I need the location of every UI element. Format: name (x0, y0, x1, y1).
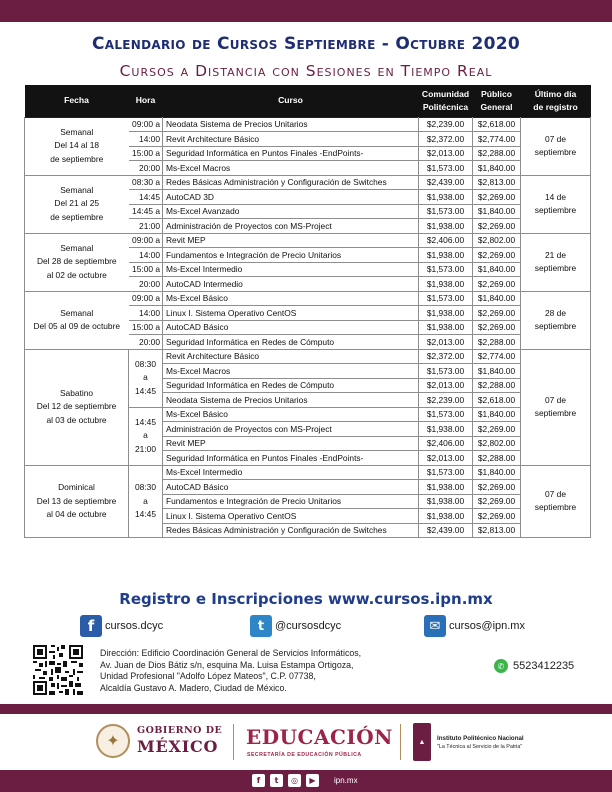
publico-price-cell: $2,269.00 (473, 219, 521, 234)
fecha-line: Semanal (60, 184, 94, 195)
comunidad-price-cell: $1,938.00 (419, 190, 473, 205)
publico-price-cell: $2,618.00 (473, 393, 521, 408)
publico-price-cell: $2,269.00 (473, 306, 521, 321)
curso-cell: Administración de Proyectos con MS-Project (163, 219, 419, 234)
comunidad-price-cell: $1,938.00 (419, 277, 473, 292)
header-publico-line1: Público (480, 88, 513, 99)
curso-cell: Linux I. Sistema Operativo CentOS (163, 509, 419, 524)
mid-color-band (0, 704, 612, 714)
fecha-line: Dominical (58, 482, 95, 492)
table-row (25, 465, 591, 480)
qr-code-icon[interactable] (33, 645, 83, 695)
registro-cell (521, 349, 591, 465)
publico-price-cell: $2,288.00 (473, 378, 521, 393)
comunidad-price-cell: $1,573.00 (419, 291, 473, 306)
footer-facebook-icon[interactable]: f (252, 774, 265, 787)
hora-cell: 14:00 (129, 248, 163, 263)
comunidad-price-cell: $2,439.00 (419, 523, 473, 538)
fecha-line: Del 14 al 18 (54, 140, 100, 151)
header-comunidad-line2: Politécnica (422, 101, 469, 112)
comunidad-price-cell: $2,013.00 (419, 146, 473, 161)
header-curso: Curso (163, 85, 419, 117)
hora-line: 14:45 a (135, 416, 156, 441)
footer-url[interactable]: ipn.mx (334, 776, 358, 785)
curso-cell: Fundamentos e Integración de Precio Unitarios (163, 494, 419, 509)
curso-cell: Linux I. Sistema Operativo CentOS (163, 306, 419, 321)
table-row (25, 291, 591, 306)
logo-divider (233, 724, 234, 760)
comunidad-price-cell: $2,406.00 (419, 233, 473, 248)
publico-price-cell: $2,269.00 (473, 248, 521, 263)
comunidad-price-cell: $1,938.00 (419, 219, 473, 234)
hora-cell: 09:00 a (129, 233, 163, 248)
curso-cell: Neodata Sistema de Precios Unitarios (163, 117, 419, 132)
facebook-link[interactable] (80, 614, 163, 638)
hora-cell: 15:00 a (129, 146, 163, 161)
hora-cell: 21:00 (129, 219, 163, 234)
group-fecha-cell (25, 233, 129, 291)
fecha-line: Sabatino (59, 387, 94, 398)
publico-price-cell: $2,288.00 (473, 146, 521, 161)
twitter-handle: @cursosdcyc (275, 620, 342, 632)
publico-price-cell: $2,618.00 (473, 117, 521, 132)
curso-cell: Seguridad Informática en Puntos Finales -EndPoints- (163, 146, 419, 161)
course-schedule-table (24, 85, 591, 538)
fecha-line: al 02 de octubre (46, 269, 107, 280)
fecha-line: de septiembre (50, 211, 104, 222)
curso-cell: Seguridad Informática en Puntos Finales -EndPoints- (163, 451, 419, 466)
footer-social-bar (252, 774, 358, 787)
curso-cell: AutoCAD Básico (163, 320, 419, 335)
publico-price-cell: $1,840.00 (473, 364, 521, 379)
publico-price-cell: $2,802.00 (473, 436, 521, 451)
facebook-handle: cursos.dcyc (105, 620, 164, 632)
hora-cell: 14:45 (129, 190, 163, 205)
comunidad-price-cell: $1,938.00 (419, 248, 473, 263)
publico-price-cell: $2,269.00 (473, 494, 521, 509)
hora-cell: 14:00 (129, 306, 163, 321)
hora-block-cell (129, 465, 163, 538)
curso-cell: Ms-Excel Avanzado (163, 204, 419, 219)
comunidad-price-cell: $1,573.00 (419, 161, 473, 176)
curso-cell: Seguridad Informática en Redes de Cómputo (163, 335, 419, 350)
header-hora: Hora (129, 85, 163, 117)
gobierno-logo-line1: GOBIERNO DE (137, 725, 223, 736)
registro-line: septiembre (534, 147, 577, 157)
registro-cell (521, 117, 591, 175)
header-ultimo-line1: Último día (534, 88, 577, 99)
ipn-logo-icon: ▲ (413, 723, 431, 761)
educacion-subtitle: SECRETARÍA DE EDUCACIÓN PÚBLICA (247, 752, 362, 758)
header-publico (473, 85, 521, 117)
fecha-line: Del 12 de septiembre (36, 401, 117, 412)
header-comunidad (419, 85, 473, 117)
registro-cell (521, 465, 591, 538)
curso-cell: AutoCAD Básico (163, 480, 419, 495)
curso-cell: Redes Básicas Administración y Configuración de Switches (163, 523, 419, 538)
address-line: Dirección: Edificio Coordinación General de Servicios Informáticos, (100, 648, 362, 658)
curso-cell: Seguridad Informática en Redes de Cómputo (163, 378, 419, 393)
comunidad-price-cell: $1,938.00 (419, 509, 473, 524)
hora-cell: 15:00 a (129, 262, 163, 277)
registro-line: 07 de (545, 488, 566, 499)
publico-price-cell: $2,269.00 (473, 190, 521, 205)
hora-block-cell (129, 407, 163, 465)
registro-line: septiembre (534, 321, 577, 331)
comunidad-price-cell: $2,372.00 (419, 132, 473, 147)
curso-cell: Revit MEP (163, 233, 419, 248)
comunidad-price-cell: $2,013.00 (419, 378, 473, 393)
header-fecha: Fecha (25, 85, 129, 117)
comunidad-price-cell: $2,013.00 (419, 335, 473, 350)
hora-line: 08:30 a (135, 358, 156, 383)
curso-cell: Redes Básicas Administración y Configuración de Switches (163, 175, 419, 190)
hora-line: 21:00 (135, 443, 156, 454)
comunidad-price-cell: $1,573.00 (419, 262, 473, 277)
comunidad-price-cell: $2,406.00 (419, 436, 473, 451)
registro-cell (521, 291, 591, 349)
hora-cell: 14:00 (129, 132, 163, 147)
comunidad-price-cell: $1,938.00 (419, 494, 473, 509)
registro-line: septiembre (534, 408, 577, 418)
email-link[interactable] (424, 614, 525, 638)
comunidad-price-cell: $1,573.00 (419, 204, 473, 219)
ipn-motto: "La Técnica al Servicio de la Patria" (437, 744, 523, 750)
twitter-icon: t (250, 615, 272, 637)
email-address: cursos@ipn.mx (449, 620, 525, 632)
address-line: Unidad Profesional "Adolfo López Mateos", C.P. 07738, (100, 671, 316, 682)
phone-number: 5523412235 (513, 660, 575, 672)
fecha-line: de septiembre (50, 153, 104, 164)
fecha-line: Del 21 al 25 (54, 198, 100, 209)
comunidad-price-cell: $2,013.00 (419, 451, 473, 466)
ipn-name: Instituto Politécnico Nacional (437, 735, 524, 742)
top-color-band (0, 0, 612, 22)
fecha-line: Del 28 de septiembre (36, 256, 117, 267)
table-row (25, 175, 591, 190)
comunidad-price-cell: $1,938.00 (419, 306, 473, 321)
hora-cell: 09:00 a (129, 117, 163, 132)
mexico-seal-icon: ✦ (96, 724, 130, 758)
gobierno-logo-line2: MÉXICO (137, 737, 219, 756)
institution-logos (0, 718, 612, 770)
publico-price-cell: $1,840.00 (473, 161, 521, 176)
hora-cell: 20:00 (129, 277, 163, 292)
hora-line: 14:45 (135, 385, 156, 396)
address-block (100, 648, 361, 694)
publico-price-cell: $2,774.00 (473, 132, 521, 147)
curso-cell: Neodata Sistema de Precios Unitarios (163, 393, 419, 408)
group-fecha-cell (25, 349, 129, 465)
facebook-icon: f (80, 615, 102, 637)
publico-price-cell: $2,813.00 (473, 523, 521, 538)
publico-price-cell: $2,813.00 (473, 175, 521, 190)
table-row (25, 233, 591, 248)
footer-instagram-icon[interactable]: ◎ (288, 774, 301, 787)
registro-line: 14 de (545, 191, 566, 202)
hora-line: 08:30 a (135, 482, 156, 506)
registro-cell (521, 175, 591, 233)
publico-price-cell: $2,802.00 (473, 233, 521, 248)
registro-line: 21 de (545, 249, 566, 260)
registro-line: septiembre (534, 263, 577, 273)
curso-cell: Ms-Excel Macros (163, 364, 419, 379)
mail-icon: ✉ (424, 615, 446, 637)
header-comunidad-line1: Comunidad (421, 88, 470, 99)
whatsapp-icon: ✆ (494, 659, 508, 673)
registro-line: septiembre (534, 205, 577, 215)
publico-price-cell: $2,269.00 (473, 277, 521, 292)
publico-price-cell: $1,840.00 (473, 407, 521, 422)
fecha-line: Del 13 de septiembre (36, 495, 117, 506)
curso-cell: Ms-Excel Básico (163, 291, 419, 306)
hora-line: 14:45 (135, 509, 156, 519)
group-fecha-cell (25, 291, 129, 349)
group-fecha-cell (25, 175, 129, 233)
whatsapp-contact[interactable] (494, 659, 574, 673)
footer-youtube-icon[interactable]: ▶ (306, 774, 319, 787)
publico-price-cell: $2,288.00 (473, 335, 521, 350)
curso-cell: Ms-Excel Intermedio (163, 465, 419, 480)
comunidad-price-cell: $2,239.00 (419, 393, 473, 408)
curso-cell: Ms-Excel Macros (163, 161, 419, 176)
header-ultimo-line2: de registro (533, 101, 578, 112)
registro-line: 07 de (545, 133, 566, 144)
page-title: Calendario de Cursos Septiembre - Octubre 2020 (92, 34, 520, 54)
fecha-line: al 04 de octubre (46, 509, 107, 519)
comunidad-price-cell: $1,938.00 (419, 320, 473, 335)
address-line: Av. Juan de Dios Bátiz s/n, esquina Ma. Luisa Estampa Ortigoza, (100, 659, 354, 670)
fecha-line: Semanal (60, 307, 94, 318)
curso-cell: Administración de Proyectos con MS-Project (163, 422, 419, 437)
publico-price-cell: $1,840.00 (473, 262, 521, 277)
curso-cell: Revit MEP (163, 436, 419, 451)
curso-cell: AutoCAD 3D (163, 190, 419, 205)
fecha-line: Semanal (60, 242, 94, 253)
fecha-line: al 03 de octubre (46, 414, 107, 425)
footer-twitter-icon[interactable]: t (270, 774, 283, 787)
curso-cell: Fundamentos e Integración de Precio Unitarios (163, 248, 419, 263)
hora-cell: 15:00 a (129, 320, 163, 335)
educacion-logo: EDUCACIÓN (246, 725, 393, 749)
hora-cell: 20:00 (129, 161, 163, 176)
curso-cell: Revit Architecture Básico (163, 132, 419, 147)
registro-line: 07 de (545, 394, 566, 405)
publico-price-cell: $1,840.00 (473, 291, 521, 306)
registration-link[interactable]: Registro e Inscripciones www.cursos.ipn.mx (119, 590, 493, 608)
registro-line: 28 de (545, 307, 566, 318)
twitter-link[interactable] (250, 614, 341, 638)
address-line: Alcaldía Gustavo A. Madero, Ciudad de México. (100, 682, 287, 693)
curso-cell: AutoCAD Intermedio (163, 277, 419, 292)
fecha-line: Del 05 al 09 de octubre (33, 321, 121, 331)
group-fecha-cell (25, 465, 129, 538)
publico-price-cell: $2,288.00 (473, 451, 521, 466)
publico-price-cell: $2,269.00 (473, 422, 521, 437)
table-header-row (25, 85, 591, 117)
comunidad-price-cell: $1,938.00 (419, 480, 473, 495)
publico-price-cell: $2,774.00 (473, 349, 521, 364)
hora-block-cell (129, 349, 163, 407)
table-row (25, 349, 591, 364)
hora-cell: 20:00 (129, 335, 163, 350)
hora-cell: 08:30 a (129, 175, 163, 190)
fecha-line: Semanal (60, 126, 94, 137)
comunidad-price-cell: $2,372.00 (419, 349, 473, 364)
header-publico-line2: General (480, 101, 513, 112)
comunidad-price-cell: $1,573.00 (419, 465, 473, 480)
curso-cell: Revit Architecture Básico (163, 349, 419, 364)
curso-cell: Ms-Excel Intermedio (163, 262, 419, 277)
registro-cell (521, 233, 591, 291)
comunidad-price-cell: $1,573.00 (419, 364, 473, 379)
table-row (25, 117, 591, 132)
group-fecha-cell (25, 117, 129, 175)
hora-cell: 09:00 a (129, 291, 163, 306)
logo-divider (400, 724, 401, 760)
comunidad-price-cell: $2,439.00 (419, 175, 473, 190)
publico-price-cell: $2,269.00 (473, 480, 521, 495)
comunidad-price-cell: $1,573.00 (419, 407, 473, 422)
registro-line: septiembre (534, 502, 577, 513)
hora-cell: 14:45 a (129, 204, 163, 219)
publico-price-cell: $1,840.00 (473, 465, 521, 480)
curso-cell: Ms-Excel Básico (163, 407, 419, 422)
header-ultimo (521, 85, 591, 117)
page-subtitle: Cursos a Distancia con Sesiones en Tiempo Real (119, 62, 493, 80)
publico-price-cell: $2,269.00 (473, 320, 521, 335)
publico-price-cell: $1,840.00 (473, 204, 521, 219)
comunidad-price-cell: $2,239.00 (419, 117, 473, 132)
publico-price-cell: $2,269.00 (473, 509, 521, 524)
comunidad-price-cell: $1,938.00 (419, 422, 473, 437)
